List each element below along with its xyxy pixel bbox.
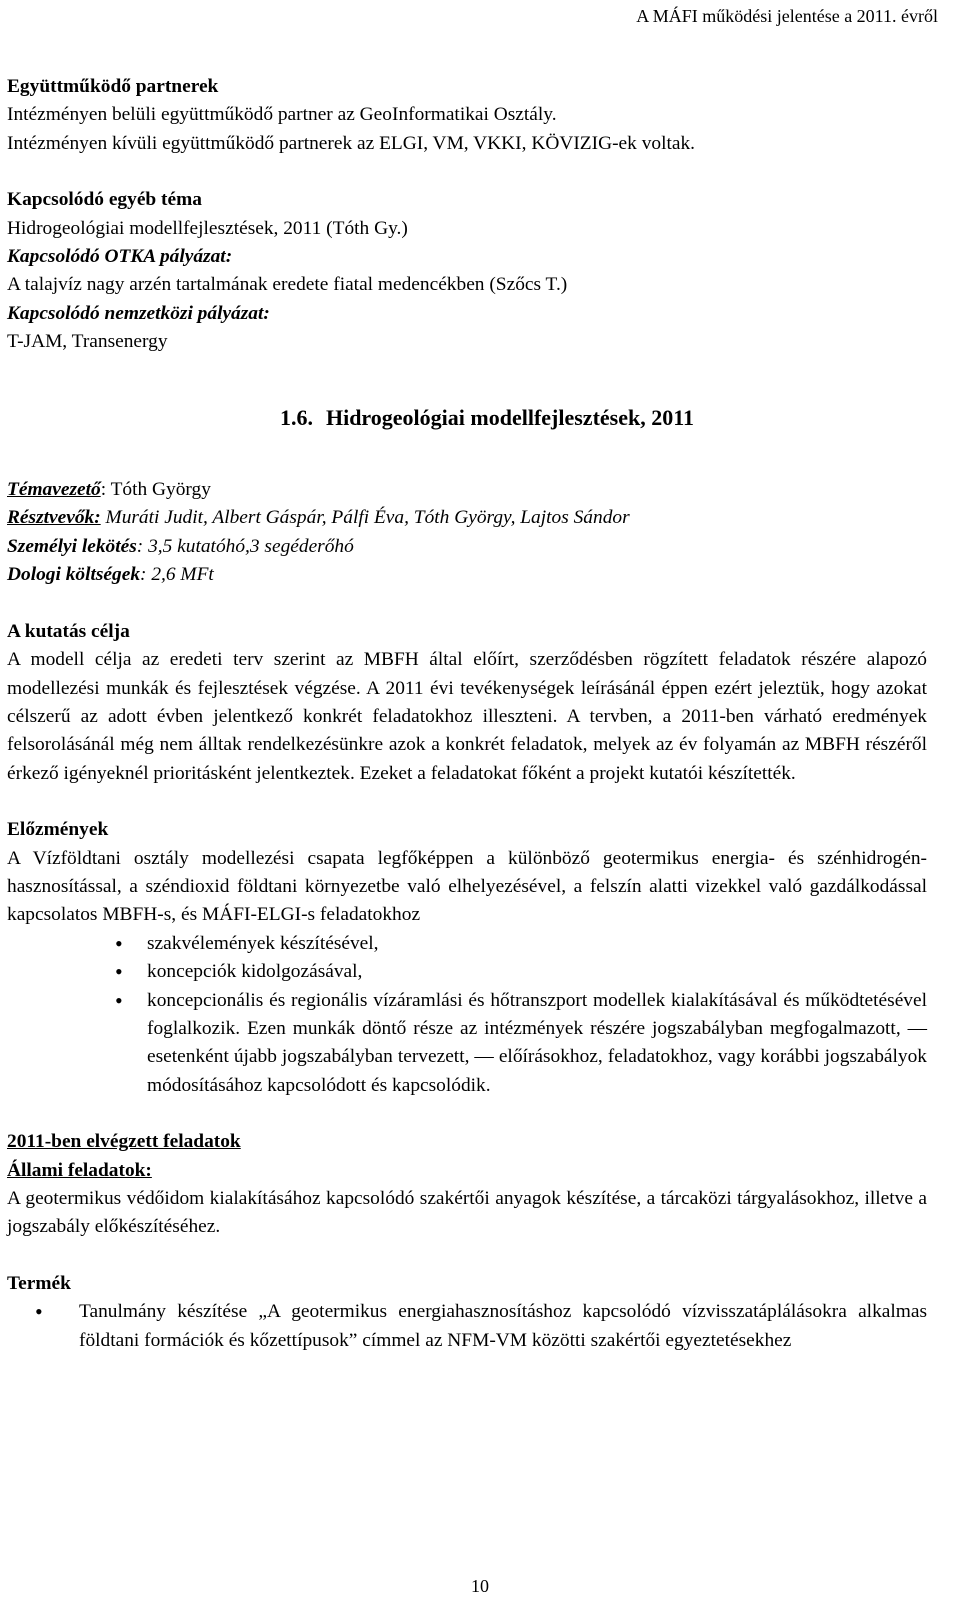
bullet-icon: • xyxy=(35,1299,43,1325)
leader-value: : Tóth György xyxy=(100,479,211,501)
section-heading xyxy=(7,404,927,432)
running-header: A MÁFI működési jelentése a 2011. évről xyxy=(636,6,938,26)
list-item-text: szakvélemények készítésével, xyxy=(147,932,379,954)
partners-internal: Intézményen belüli együttműködő partner az GeoInformatikai Osztály. xyxy=(7,104,557,126)
partners-external: Intézményen kívüli együttműködő partnerek az ELGI, VM, VKKI, KÖVIZIG-ek voltak. xyxy=(7,132,696,154)
intl-heading: Kapcsolódó nemzetközi pályázat: xyxy=(7,302,270,324)
background-paragraph: A Vízföldtani osztály modellezési csapata legfőképpen a különböző geotermikus energia- és szénhidrogén-hasznosítással, a széndioxid földtani környezetbe való elhelyezésével, a felszín alatti vizekkel való gazdálkodással kapcsolatos MBFH-s, és MÁFI-ELGI-s feladatokhoz xyxy=(7,847,927,926)
intl-project: T-JAM, Transenergy xyxy=(7,331,168,353)
list-item-text: koncepciók kidolgozásával, xyxy=(147,961,363,983)
list-item xyxy=(7,987,927,1101)
list-item xyxy=(7,958,927,986)
page-content xyxy=(7,73,927,1355)
goal-paragraph: A modell célja az eredeti terv szerint az MBFH által előírt, szerződésben rögzített feladatok részére alapozó modellezési munkák és fejlesztések végzése. A 2011 évi tevékenységek leírásánál éppen ezért jeleztük, hogy azokat célszerű az adott évben jelentkező konkrét feladatokhoz illeszteni. A tervben, a 2011-ben várható eredmények felsorolásánál még nem álltak rendelkezésünkre azok a konkrét feladatok, melyek az év folyamán az MBFH részéről érkező igényeknél prioritásként jelentkeztek. Ezeket a feladatokat főként a projekt kutatói készítették. xyxy=(7,649,927,784)
otka-project: A talajvíz nagy arzén tartalmának eredete fiatal medencékben (Szőcs T.) xyxy=(7,274,568,296)
personnel-label: Személyi lekötés xyxy=(7,535,137,557)
personnel-value: : 3,5 kutatóhó,3 segéderőhó xyxy=(136,535,354,557)
participants-value: Muráti Judit, Albert Gáspár, Pálfi Éva, Tóth György, Lajtos Sándor xyxy=(100,507,630,529)
related-topic-heading: Kapcsolódó egyéb téma xyxy=(7,189,202,211)
costs-label: Dologi költségek xyxy=(7,564,141,586)
state-tasks-paragraph: A geotermikus védőidom kialakításához kapcsolódó szakértői anyagok készítése, a tárcaközi tárgyalásokhoz, illetve a jogszabály előkészítéséhez. xyxy=(7,1188,927,1238)
participants-line xyxy=(7,504,927,532)
list-item-text: Tanulmány készítése „A geotermikus energiahasznosításhoz kapcsolódó vízvisszatáplálásokra alkalmas földtani formációk és kőzettípusok” címmel az NFM-VM közötti szakértői egyeztetésekhez xyxy=(79,1301,927,1351)
page-number: 10 xyxy=(471,1576,489,1596)
background-bullet-list xyxy=(7,930,927,1100)
partners-heading: Együttműködő partnerek xyxy=(7,76,219,97)
background-heading: Előzmények xyxy=(7,819,109,841)
bullet-icon: • xyxy=(115,987,123,1013)
related-topic: Hidrogeológiai modellfejlesztések, 2011 (Tóth Gy.) xyxy=(7,217,408,239)
costs-line xyxy=(7,561,927,589)
list-item xyxy=(7,930,927,958)
leader-label: Témavezető xyxy=(7,479,101,501)
otka-heading: Kapcsolódó OTKA pályázat: xyxy=(7,246,233,268)
list-item-text: koncepcionális és regionális vízáramlási és hőtranszport modellek kialakításával és működtetésével foglalkozik. Ezen munkák döntő része az intézmények részére jogszabályban megfogalmazott, — esetenként újabb jogszabályban tervezett, — előírásokhoz, feladatokhoz, vagy korábbi jogszabályok módosításához kapcsolódott és kapcsolódik. xyxy=(147,989,927,1096)
costs-value: : 2,6 MFt xyxy=(140,564,214,586)
personnel-line xyxy=(7,533,927,561)
done-heading: 2011-ben elvégzett feladatok xyxy=(7,1131,241,1153)
section-number: 1.6. xyxy=(279,404,313,430)
participants-label: Résztvevők: xyxy=(7,507,101,529)
list-item xyxy=(7,1298,927,1355)
product-heading: Termék xyxy=(7,1272,71,1294)
section-title: Hidrogeológiai modellfejlesztések, 2011 xyxy=(325,404,695,430)
product-bullet-list xyxy=(7,1298,927,1355)
goal-heading: A kutatás célja xyxy=(7,620,130,642)
state-tasks-heading: Állami feladatok: xyxy=(7,1159,152,1181)
bullet-icon: • xyxy=(115,930,123,956)
bullet-icon: • xyxy=(115,959,123,985)
leader-line xyxy=(7,476,927,504)
